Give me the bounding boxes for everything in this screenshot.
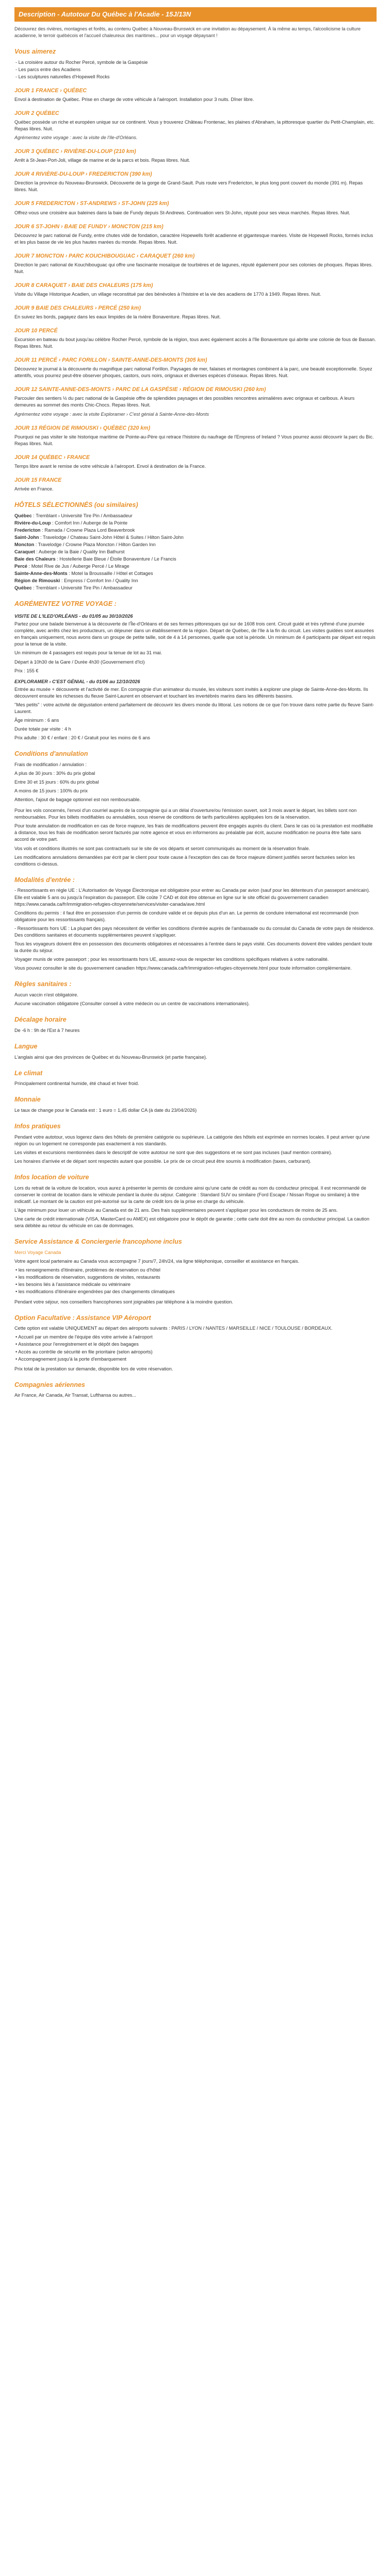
extra-visit-title: VISITE DE L'ILED'ORLÉANS - du 01/05 au 30/10/2026 [14, 614, 133, 619]
day-title: JOUR 7 MONCTON › PARC KOUCHIBOUGUAC › CARAQUET (260 km) [14, 252, 195, 259]
formalities-text: Vous pouvez consulter le site du gouvernement canadien https://www.canada.ca/fr/immigration-refugies-citoyennete.html pour toute information complémentaire. [14, 965, 352, 971]
extras-heading: AGRÉMENTEZ VOTRE VOYAGE : [14, 600, 117, 608]
airport-text: Cette option est valable UNIQUEMENT au départ des aéroports suivants : PARIS / LYON / NANTES / MARSEILLE / NICE / TOULOUSE / BORDEAUX. [14, 1326, 333, 1331]
intro-text: Découvrez des rivières, montagnes et forêts, au contenu Québec à Nouveau-Brunswick en une invitation au dépaysement. À la même au temps, l'alcoolicisme la culture acadienne, le terroir québécois et l'accueil chaleureux des maritimes... pour un voyage dépaysant ! [14, 26, 361, 39]
hotels-heading: HÔTELS SÉLECTIONNÉS (ou similaires) [14, 501, 138, 509]
day-title: JOUR 8 CARAQUET › BAIE DES CHALEURS (175 km) [14, 282, 153, 289]
hotel-place: Québec [14, 513, 32, 518]
hotel-place: Saint-John [14, 534, 39, 540]
language-text: L'anglais ainsi que des provinces de Québec et du Nouveau-Brunswick (et partie française). [14, 1054, 207, 1060]
day-title: JOUR 3 QUÉBEC › RIVIÈRE-DU-LOUP (210 km) [14, 148, 136, 155]
hotel-place: Caraquet [14, 549, 35, 555]
day-title: JOUR 2 QUÉBEC [14, 110, 59, 117]
assistance-heading: Service Assistance & Conciergerie francophone inclus [14, 1238, 182, 1246]
conditions-note: Pour toute annulation de modification en cas de force majeure, les frais de modifications peuvent être engagés auprès du client. Dans le cas où la prestation est modifiable à distance, tous les frais de modification seront facturés par notre agence et vous en informerons au préalable par écrit, aucune modification ne pourra être faite sans accord de votre part. [14, 823, 373, 842]
day-text: Arrêt à St-Jean-Port-Joli, village de marine et de la parcs et bois. Repas libres. Nuit. [14, 158, 190, 163]
day-text: En suivez les bords, pagayez dans les eaux limpides de la rivière Bonaventure. Repas libres. Nuit. [14, 314, 221, 320]
formalities-text: Voyager munis de votre passeport ; pour les ressortissants hors UE, assurez-vous de respecter les conditions spécifiques relatives à votre nationalité. [14, 957, 329, 962]
hotel-row: Fredericton : Ramada / Crowne Plaza Lord Beaverbrook [14, 527, 135, 533]
hotel-row: Caraquet : Auberge de la Baie / Quality Inn Bathurst [14, 549, 125, 555]
day-title: JOUR 4 RIVIÈRE-DU-LOUP › FREDERICTON (390 km) [14, 171, 152, 178]
airport-item: • Assistance pour l'enregistrement et le dépôt des bagages [15, 1342, 139, 1347]
condition-line: Frais de modification / annulation : [14, 761, 87, 767]
hotel-row: Sainte-Anne-des-Monts : Motel la Broussaille / Hôtel et Cottages [14, 571, 153, 577]
day-title: JOUR 14 QUÉBEC › FRANCE [14, 454, 90, 461]
condition-line: Attention, l'ajout de bagage optionnel est non remboursable. [14, 797, 141, 803]
extra-visit-schedule: Un minimum de 4 passagers est requis pour la tenue de lot au 31 mai. [14, 650, 162, 656]
health-text: Aucun vaccin n'est obligatoire. [14, 992, 78, 997]
money-text: Le taux de change pour le Canada est : 1 euro = 1,45 dollar CA (à date du 23/04/2026) [14, 1108, 197, 1113]
practical-text: Pendant votre autotour, vous logerez dans des hôtels de première catégorie ou supérieure. La catégorie des hôtels est exprimée en normes locales. Il peut arriver qu'une région ou un logement ne corresponde pas exactement à nos standards. [14, 1134, 370, 1147]
hotel-place: Rivière-du-Loup [14, 520, 51, 526]
day-text: Québec possède un riche et européen unique sur ce continent. Vous y trouverez Château Frontenac, les plaines d'Abraham, la pittoresque quartier du Petit-Champlain, etc. Repas libres. Nuit. [14, 120, 375, 132]
page-title: Description - Autotour Du Québec à l'Acadie - 15J/13N [14, 7, 377, 22]
hotel-name: Ramada / Crowne Plaza Lord Beaverbrook [44, 527, 135, 533]
hotel-row: Percé : Motel Rive de Jus / Auberge Percé / Le Mirage [14, 564, 129, 569]
airport-heading: Option Facultative : Assistance VIP Aéroport [14, 1314, 151, 1321]
airport-item: • Accompagnement jusqu'à la porte d'embarquement [15, 1356, 127, 1362]
highlight-item: - Les parcs entre des Acadiens [15, 66, 81, 72]
extra-visit-depart: Départ à 10h30 de la Gare / Durée 4h30 (Gouvernement d'Ici) [14, 659, 145, 665]
hotel-name: Empress / Comfort Inn / Quality Inn [64, 578, 138, 584]
day-text: Direction la province du Nouveau-Brunswick. Découverte de la gorge de Grand-Sault. Puis route vers Fredericton, le plus long pont couvert du monde (391 m). Repas libres. Nuit. [14, 180, 363, 193]
car-rental-text: L'âge minimum pour louer un véhicule au Canada est de 21 ans. Des frais supplémentaires peuvent s'appliquer pour les conducteurs de moins de 25 ans. [14, 1208, 338, 1213]
highlight-item: - Les sculptures naturelles d'Hopewell Rocks [15, 74, 110, 79]
extra-visit-price: Prix : 155 € [14, 668, 39, 673]
hotel-name: Travelodge / Crowne Plaza Moncton / Hilton Garden Inn [38, 541, 156, 547]
money-heading: Monnaie [14, 1096, 41, 1104]
day-text: Visite du Village Historique Acadien, un village reconstitué par des bénévoles à l'histoire et la vie des acadiens de 1770 à 1949. Repas libres. Nuit. [14, 291, 321, 297]
hotel-name: Motel la Broussaille / Hôtel et Cottages [71, 571, 153, 577]
car-rental-text: Une carte de crédit internationale (VISA, MasterCard ou AMEX) est obligatoire pour le dépôt de garantie ; cette carte doit être au nom du conducteur principal. La caution sera débitée au retour du véhicule en cas de dommages. [14, 1216, 369, 1229]
extra-visit-title: EXPLORAMER › C'EST GÉNIAL - du 01/06 au 12/10/2026 [14, 679, 140, 684]
hotel-name: Hostellerie Baie Bleue / Étoile Bonaventure / Le Francis [59, 556, 176, 562]
hotel-place: Région de Rimouski [14, 578, 60, 584]
day-title: JOUR 11 PERCÉ › PARC FORILLON › SAINTE-ANNE-DES-MONTS (305 km) [14, 357, 207, 364]
condition-line: Entre 30 et 15 jours : 60% du prix global [14, 779, 99, 785]
formalities-text: - Ressortissants hors UE : La plupart des pays nécessitent de vérifier les conditions d'entrée auprès de l'ambassade ou du consulat du Canada de votre pays de résidence. Des conditions sanitaires et documents supplémentaires peuvent s'appliquer. [14, 925, 374, 938]
conditions-note: Les modifications annulations demandées par écrit par le client pour toute cause à l'exception des cas de force majeure dûment justifiés seront facturées selon les conditions ci-dessus. [14, 854, 355, 867]
assistance-item: • les modifications d'itinéraire engendrées par des changements climatiques [15, 1289, 175, 1295]
hotel-place: Fredericton [14, 527, 41, 533]
condition-line: A moins de 15 jours : 100% du prix [14, 788, 88, 794]
extra-visit-ages: Âge minimum : 6 ans [14, 717, 59, 723]
day-title: JOUR 10 PERCÉ [14, 328, 58, 334]
hotel-name: Tremblant › Université Tire Pin / Ambassadeur [36, 513, 133, 518]
day-text: Découvrez le journal à la découverte du magnifique parc national Forillon. Paysages de mer, falaises et montagnes combinent à la parc, une beauté exceptionnelle. Soyez attentifs, vous pourrez peut-être observer phoques, castors, ours noirs, orignaux et diverses espèces d'oiseaux. Repas libres. Nuit. [14, 366, 372, 379]
hotel-name: Auberge de la Baie / Quality Inn Bathurst [38, 549, 125, 555]
assistance-item: • les modifications de réservation, suggestions de visites, restaurants [15, 1275, 160, 1280]
day-text: Direction le parc national de Kouchibouguac qui offre une fascinante mosaïque de tourbières et de lagunes, réputé également pour ses colonies de phoques. Repas libres. Nuit. [14, 262, 373, 274]
hotel-name: Tremblant › Université Tire Pin / Ambassadeur [36, 585, 133, 591]
airlines-text: Air France, Air Canada, Air Transat, Lufthansa ou autres... [14, 1393, 136, 1398]
hotel-row: Québec : Tremblant › Université Tire Pin / Ambassadeur [14, 585, 133, 591]
formalities-text: Conditions du permis : il faut être en possession d'un permis de conduire valide et ce depuis plus d'un an. Le permis de conduire international est recommandé (non obligatoire pour les ressortissants français). [14, 910, 359, 922]
hotel-row: Rivière-du-Loup : Comfort Inn / Auberge de la Pointe [14, 520, 128, 526]
day-text: Arrivée en France. [14, 486, 54, 492]
extra-visit-price: Prix adulte : 30 € / enfant : 20 € / Gratuit pour les moins de 6 ans [14, 735, 151, 741]
conditions-note: Pour les vols concernés, l'envoi d'un courriel auprès de la compagnie qui a un délai d'ouverture/ou l'émission ouvert, soit 3 mois avant le départ, les billets sont non remboursables. Pour les billets modifiables ou annulables, sous réserve de conditions de tarifs particulières appliquées lors de la réservation. [14, 808, 357, 820]
airlines-heading: Compagnies aériennes [14, 1381, 85, 1388]
practical-text: Les visites et excursions mentionnées dans le descriptif de votre autotour ne sont que des suggestions et ne sont pas incluses (sauf mention contraire). [14, 1150, 332, 1156]
conditions-note: Vos vols et conditions illustrés ne sont pas contractuels sur le site de vos départs et seront communiqués au moment de la réservation finale. [14, 845, 310, 851]
conditions-lines [14, 761, 377, 803]
timezone-heading: Décalage horaire [14, 1016, 67, 1024]
hotel-row: Baie des Chaleurs : Hostellerie Baie Bleue / Étoile Bonaventure / Le Francis [14, 556, 176, 562]
day-title: JOUR 13 RÉGION DE RIMOUSKI › QUÉBEC (320 km) [14, 425, 151, 431]
assistance-text: Votre agent local partenaire au Canada vous accompagne 7 jours/7, 24h/24, via ligne téléphonique, conseiller et assistance en français. [14, 1259, 300, 1264]
itinerary [14, 87, 377, 493]
hotel-place: Québec [14, 585, 32, 591]
hotel-row: Québec : Tremblant › Université Tire Pin / Ambassadeur [14, 513, 133, 518]
day-text: Pourquoi ne pas visiter le site historique maritime de Pointe-au-Père qui retrace l'histoire du naufrage de l'Empress of Ireland ? Vous pourrez aussi découvrir la parc du Bic. Repas libres. Nuit. [14, 434, 374, 446]
day-text: Excursion en bateau du bout jusqu'au célèbre Rocher Percé, symbole de la région, tous avec également accès à l'île Bonaventure qui abrite une colonie de fous de Bassan. Repas libres. Nuit. [14, 337, 376, 349]
assistance-item: • les besoins liés à l'assistance médicale ou vétérinaire [15, 1282, 131, 1287]
formalities-text: - Ressortissants en règle UE : L'Autorisation de Voyage Électronique est obligatoire pour entrer au Canada par avion (sauf pour les détenteurs d'un passeport américain). Elle est valable 5 ans ou jusqu'à l'expiration du passeport. Elle coûte 7 CAD et doit être obtenue en ligne sur le site officiel du gouvernement canadien https://www.canada.ca/fr/immigration-refugies-citoyennete/services/visiter-canada/ave.html [14, 888, 370, 907]
extra-visit-duration: Durée totale par visite : 4 h [14, 726, 71, 732]
day-title: JOUR 15 FRANCE [14, 477, 62, 483]
formalities-text: Tous les voyageurs doivent être en possession des documents obligatoires et nécessaires à l'entrée dans le pays visité. Ces documents doivent être valides pendant toute la durée du séjour. [14, 941, 372, 953]
hotel-row: Région de Rimouski : Empress / Comfort Inn / Quality Inn [14, 578, 138, 584]
health-heading: Règles sanitaires : [14, 980, 72, 988]
hotel-place: Percé [14, 564, 28, 569]
day-text: Offrez-vous une croisière aux baleines dans la baie de Fundy depuis St-Andrews. Continuation vers St-John, réputé pour ses vieux marchés. Repas libres. Nuit. [14, 210, 350, 215]
conditions-heading: Conditions d'annulation [14, 750, 88, 758]
hotel-place: Baie des Chaleurs [14, 556, 56, 562]
practical-text: Les horaires d'arrivée et de départ sont respectés autant que possible. Le prix de ce circuit peut être soumis à modification (taxes, carburant). [14, 1159, 312, 1164]
formalities-heading: Modalités d'entrée : [14, 876, 75, 884]
airport-item: • Accès au contrôle de sécurité en file prioritaire (selon aéroports) [15, 1349, 153, 1354]
day-text: Découvrez le parc national de Fundy, entre chutes vidé de fondation, caractère Hopewells forêt acadienne et gigantesque marées. Visite de Hopewell Rocks, formés inclus et les plus basse de vie les plus hautes marées du monde. Repas libres. Nuit. [14, 232, 373, 245]
climate-heading: Le climat [14, 1069, 43, 1077]
hotel-row: Moncton : Travelodge / Crowne Plaza Moncton / Hilton Garden Inn [14, 541, 156, 547]
timezone-text: De -6 h : 9h de l'Est à 7 heures [14, 1027, 80, 1033]
day-title: JOUR 5 FREDERICTON › ST-ANDREWS › ST-JOHN (225 km) [14, 200, 169, 207]
assistance-text: Pendant votre séjour, nos conseillers francophones sont joignables par téléphone à la moindre question. [14, 1299, 233, 1304]
day-title: JOUR 12 SAINTE-ANNE-DES-MONTS › PARC DE LA GASPÉSIE › RÉGION DE RIMOUSKI (260 km) [14, 386, 266, 393]
hotel-place: Sainte-Anne-des-Monts [14, 571, 68, 577]
day-title: JOUR 6 ST-JOHN › BAIE DE FUNDY › MONCTON (215 km) [14, 223, 164, 230]
health-text: Aucune vaccination obligatoire (Consulter conseil à votre médecin ou un centre de vaccinations internationales). [14, 1001, 250, 1006]
highlights-list [14, 59, 377, 80]
airport-list [14, 1334, 377, 1362]
car-rental-text: Lors du retrait de la voiture de location, vous aurez à présenter le permis de conduire ainsi qu'une carte de crédit au nom du conducteur principal. Il est recommandé de conserver le contrat de location dans le véhicule pendant la durée du séjour. Catégorie : Standard SUV ou similaire (Ford Escape / Nissan Rogue ou similaire) à titre indicatif. Le montant de la caution est pré-autorisé sur la carte de crédit lors de la prise en charge du véhicule. [14, 1185, 367, 1205]
hotel-name: Motel Rive de Jus / Auberge Percé / Le Mirage [31, 564, 129, 569]
assistance-provider: Merci Voyage Canada [14, 1250, 61, 1256]
assistance-list [14, 1267, 377, 1295]
airport-item: • Accueil par un membre de l'équipe dès votre arrivée à l'aéroport [15, 1334, 153, 1340]
hotel-name: Comfort Inn / Auberge de la Pointe [55, 520, 128, 526]
airport-text: Prix total de la prestation sur demande, disponible lors de votre réservation. [14, 1366, 173, 1371]
extra-visit-text: Entrée au musée + découverte et l'activité de mer. En compagnie d'un animateur du musée, les visiteurs sont invités à explorer une plage de Sainte-Anne-des-Monts. Ils découvrent ensuite les richesses du fleuve Saint-Laurent en observant et touchant les invertébrés marins dans les différents bassins. [14, 686, 368, 699]
hotel-place: Moncton [14, 541, 35, 547]
day-title: JOUR 1 FRANCE › QUÉBEC [14, 87, 87, 94]
highlights-heading: Vous aimerez [14, 47, 56, 55]
day-text: Parcouler des sentiers ½ du parc national de la Gaspésie offre de splendides paysages et des possibles rencontres animalières avec orignaux et caribous. A leurs demeures au sommet des monts Chic-Chocs. Repas libres. Nuit. [14, 396, 355, 408]
day-text: Envol à destination de Québec. Prise en charge de votre véhicule à l'aéroport. Installation pour 3 nuits. Dîner libre. [14, 96, 254, 102]
car-rental-heading: Infos location de voiture [14, 1174, 89, 1181]
highlight-item: - La croisière autour du Rocher Percé, symbole de la Gaspésie [15, 59, 148, 65]
extra-visit-notes: "Mes petits" : votre activité de dégustation entend parfaitement de découvrir les divers monde du littoral. Les notions de ce que l'on trouve dans notre partie du fleuve Saint-Laurent. [14, 702, 374, 714]
practical-heading: Infos pratiques [14, 1123, 61, 1130]
day-title: JOUR 9 BAIE DES CHALEURS › PERCÉ (250 km) [14, 304, 141, 311]
condition-line: A plus de 30 jours : 30% du prix global [14, 770, 95, 776]
hotel-name: Travelodge / Chateau Saint-John Hôtel & Suites / Hilton Saint-John [42, 534, 184, 540]
day-text: Temps libre avant le remise de votre véhicule à l'aéroport. Envol à destination de la France. [14, 463, 206, 469]
day-extra: Agrémentez votre voyage : avec la visite Exploramer › C'est génial à Sainte-Anne-des-Monts [14, 411, 209, 417]
hotel-row: Saint-John : Travelodge / Chateau Saint-John Hôtel & Suites / Hilton Saint-John [14, 534, 184, 540]
assistance-item: • les renseignements d'itinéraire, problèmes de réservation ou d'hôtel [15, 1267, 160, 1273]
day-extra: Agrémentez votre voyage : avec la visite de l'Ile-d'Orléans. [14, 135, 138, 141]
hotels-list [14, 513, 377, 592]
language-heading: Langue [14, 1042, 38, 1050]
extra-visit-text: Partez pour une balade bienvenue à la découverte de l'Île-d'Orléans et de ses fermes pittoresques qui sur de 1608 trois cent. Circuit guidé et très rythmé d'une journée complète, avec arrêts chez les producteurs, un déjeuner dans un établissement de la région. Départ de Québec, de l'Ile à la fin du circuit. Les visites guidées sont assurées en français uniquement, nous avons dans un groupe de petite taille, soit de 4 à 14 personnes, quelle que soit la période. Un minimum de 4 participants par départ est requis pour la tenue de la visite. [14, 621, 376, 647]
climate-text: Principalement continental humide, été chaud et hiver froid. [14, 1081, 139, 1087]
